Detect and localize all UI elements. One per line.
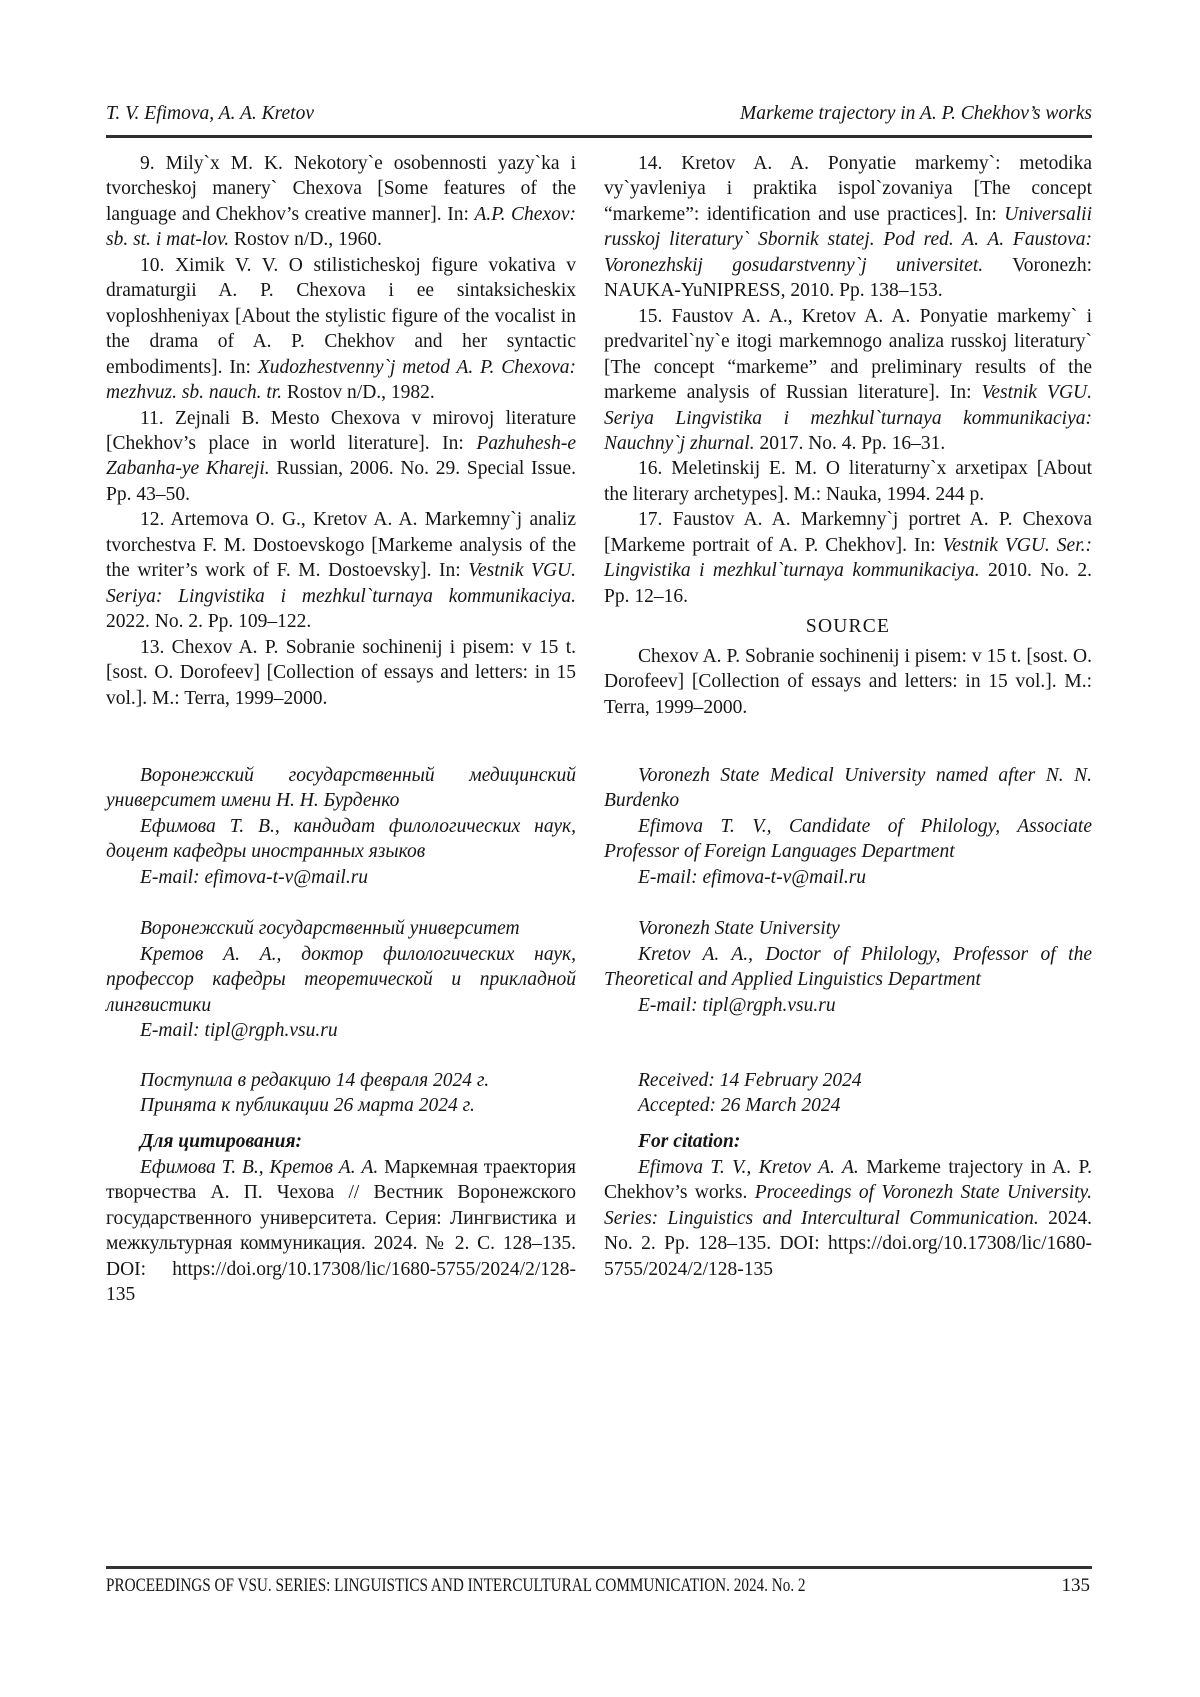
- dates-en: [604, 1068, 1092, 1119]
- running-head: [106, 102, 1092, 126]
- header-rule: [106, 135, 1092, 138]
- citation-en: [604, 1129, 1092, 1307]
- affiliation-person: Кретов А. А., доктор филологических наук, профессор кафедры теоретической и прикладной лингвистики: [106, 943, 576, 1016]
- received-date: Поступила в редакцию 14 февраля 2024 г.: [140, 1069, 490, 1091]
- footer-journal-title: PROCEEDINGS OF VSU. SERIES: LINGUISTICS AND INTERCULTURAL COMMUNICATION. 2024. No. 2: [106, 1575, 806, 1596]
- references-section: [106, 151, 1092, 720]
- received-date: Received: 14 February 2024: [638, 1069, 862, 1091]
- references-column-left: [106, 151, 576, 720]
- reference-item-10: 10. Ximik V. V. O stilisticheskoj figure vokativa v dramaturgii A. P. Chexova i ee sintaksicheskix voploshheniyax [About the stylistic figure of the vocalist in the drama of A. P. Chekhov and her syntactic embodiments]. In: Xudozhestvenny`j metod A. P. Chexova: mezhvuz. sb. nauch. tr. Rostov n/D., 1982.: [106, 254, 576, 404]
- dates-section: [106, 1068, 1092, 1119]
- reference-item-16: 16. Meletinskij E. M. O literaturny`x arxetipax [About the literary archetypes]. M.: Nauka, 1994. 244 p.: [604, 458, 1092, 505]
- footer-page-number: 135: [1061, 1575, 1090, 1596]
- reference-item-11: 11. Zejnali B. Mesto Chexova v mirovoj literature [Chekhov’s place in world literature]. In: Pazhuhesh-e Zabanha-ye Khareji. Russian, 2006. No. 29. Special Issue. Pp. 43–50.: [106, 407, 576, 505]
- affiliation-person: Ефимова Т. В., кандидат филологических наук, доцент кафедры иностранных языков: [106, 815, 576, 863]
- accepted-date: Принята к публикации 26 марта 2024 г.: [140, 1094, 475, 1116]
- page-footer: [106, 1566, 1092, 1626]
- affiliation-person: Efimova T. V., Candidate of Philology, Associate Professor of Foreign Languages Department: [604, 815, 1092, 863]
- citation-text: Efimova T. V., Kretov A. A. Markeme trajectory in A. P. Chekhov’s works. Proceedings of Voronezh State University. Series: Linguistics and Intercultural Communication. 2024. No. 2. Pp. 128–135. DOI: https://doi.org/10.17308/lic/1680-5755/2024/2/128-135: [604, 1156, 1093, 1280]
- reference-item-9: 9. Mily`x M. K. Nekotory`e osobennosti yazy`ka i tvorcheskoj manery` Chexova [Some features of the language and Chekhov’s creative manner]. In: A.P. Chexov: sb. st. i mat-lov. Rostov n/D., 1960.: [106, 153, 577, 251]
- citation-section: [106, 1129, 1092, 1307]
- affiliation-university: Воронежский государственный университет: [140, 918, 520, 940]
- affiliation-2-en: [604, 916, 1092, 1043]
- source-heading: SOURCE: [805, 616, 891, 638]
- affiliation-email: E-mail: efimova-t-v@mail.ru: [638, 866, 867, 888]
- footer-rule: [106, 1566, 1092, 1569]
- affiliation-email: E-mail: efimova-t-v@mail.ru: [140, 866, 369, 888]
- affiliation-email: E-mail: tipl@rgph.vsu.ru: [140, 1020, 338, 1042]
- accepted-date: Accepted: 26 March 2024: [638, 1094, 841, 1116]
- affiliation-university: Voronezh State University: [638, 918, 840, 940]
- running-head-authors: T. V. Efimova, A. A. Kretov: [106, 103, 314, 124]
- affiliation-university: Voronezh State Medical University named after N. N. Burdenko: [604, 764, 1092, 812]
- affiliation-2-ru: [106, 916, 576, 1043]
- reference-item-14: 14. Kretov A. A. Ponyatie markemy`: metodika vy`yavleniya i praktika ispol`zovaniya [The concept “markeme”: identification and use practices]. In: Universalii russkoj literatury` Sbornik statej. Pod red. A. A. Faustova: Voronezhskij gosudarstvenny`j universitet. Voronezh: NAUKA-YuNIPRESS, 2010. Pp. 138–153.: [604, 153, 1092, 302]
- citation-ru: [106, 1129, 576, 1307]
- citation-heading: Для цитирования:: [140, 1131, 302, 1153]
- reference-item-15: 15. Faustov A. A., Kretov A. A. Ponyatie markemy` i predvaritel`ny`e itogi markemnogo analiza russkoj literatury` [The concept “markeme” and preliminary results of the markeme analysis of Russian literature]. In: Vestnik VGU. Seriya Lingvistika i mezhkul`turnaya kommunikaciya: Nauchny`j zhurnal. 2017. No. 4. Pp. 16–31.: [604, 305, 1092, 454]
- affiliation-block-1: [106, 763, 1092, 890]
- running-head-title: Markeme trajectory in A. P. Chekhov’s works: [739, 103, 1092, 124]
- affiliation-1-ru: [106, 763, 576, 890]
- source-paragraph: Chexov A. P. Sobranie sochinenij i pisem: v 15 t. [sost. O. Dorofeev] [Collection of essays and letters: in 15 vol.]. M.: Terra, 1999–2000.: [604, 645, 1092, 718]
- references-column-right: [604, 151, 1092, 720]
- reference-item-17: 17. Faustov A. A. Markemny`j portret A. P. Chexova [Markeme portrait of A. P. Chekhov]. In: Vestnik VGU. Ser.: Lingvistika i mezhkul`turnaya kommunikaciya. 2010. No. 2. Pp. 12–16.: [604, 509, 1092, 607]
- affiliation-email: E-mail: tipl@rgph.vsu.ru: [638, 994, 836, 1016]
- affiliation-1-en: [604, 763, 1092, 890]
- citation-heading: For citation:: [638, 1131, 741, 1153]
- citation-text: Ефимова Т. В., Кретов А. А. Маркемная траектория творчества А. П. Чехова // Вестник Воронежского государственного университета. Серия: Лингвистика и межкультурная коммуникация. 2024. № 2. С. 128–135. DOI: https://doi.org/10.17308/lic/1680-5755/2024/2/128-135: [106, 1156, 576, 1306]
- affiliation-person: Kretov A. A., Doctor of Philology, Professor of the Theoretical and Applied Linguistics Department: [604, 943, 1092, 991]
- reference-item-12: 12. Artemova O. G., Kretov A. A. Markemny`j analiz tvorchestva F. M. Dostoevskogo [Markeme analysis of the the writer’s work of F. M. Dostoevsky]. In: Vestnik VGU. Seriya: Lingvistika i mezhkul`turnaya kommunikaciya. 2022. No. 2. Pp. 109–122.: [106, 509, 576, 633]
- affiliation-block-2: [106, 916, 1092, 1043]
- affiliation-university: Воронежский государственный медицинский университет имени Н. Н. Бурденко: [106, 764, 576, 812]
- dates-ru: [106, 1068, 576, 1119]
- reference-item-13: 13. Chexov A. P. Sobranie sochinenij i pisem: v 15 t. [sost. O. Dorofeev] [Collection of essays and letters: in 15 vol.]. M.: Terra, 1999–2000.: [106, 636, 576, 709]
